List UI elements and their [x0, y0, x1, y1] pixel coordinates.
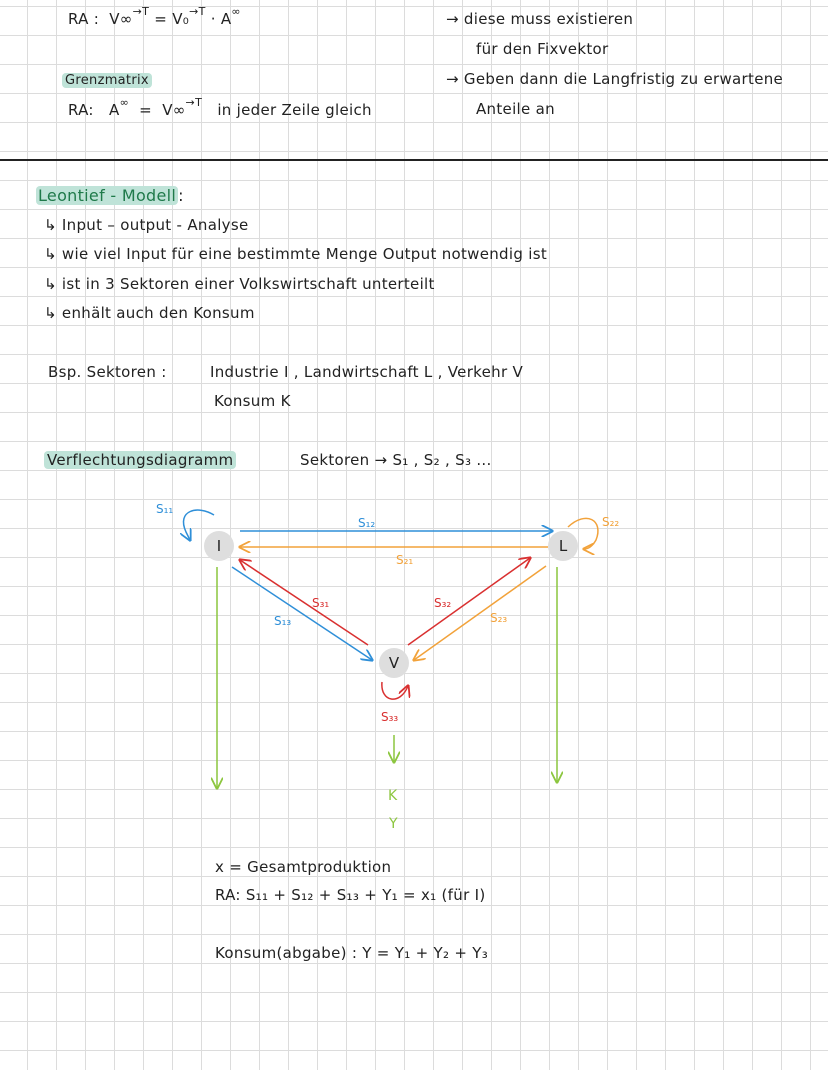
a-matrix-2: A — [109, 101, 120, 119]
edge-s23 — [414, 566, 546, 660]
a-matrix-2-sup: ∞ — [119, 96, 130, 109]
ra1-prefix: RA : — [68, 10, 100, 28]
label-s31: S₃₁ — [312, 596, 330, 610]
label-k: K — [388, 788, 398, 804]
bullet-1: ↳ Input – output - Analyse — [44, 216, 249, 234]
bullet-2: ↳ wie viel Input für eine bestimmte Menge Output notwendig ist — [44, 245, 548, 263]
label-s32: S₃₂ — [434, 596, 452, 610]
v-infinity: V∞ — [109, 10, 133, 28]
verflechtung-highlight: Verflechtungsdiagramm — [44, 451, 236, 469]
edge-s31 — [240, 560, 368, 645]
edge-s13 — [232, 567, 372, 660]
bsp-konsum: Konsum K — [214, 392, 291, 410]
note-langfristig: → Geben dann die Langfristig zu erwartene — [446, 70, 784, 88]
equals-2: = — [139, 101, 153, 119]
dot: · — [210, 10, 216, 28]
leontief-title-colon: : — [178, 186, 184, 205]
bsp-label: Bsp. Sektoren : — [48, 363, 167, 381]
row-equal-text: in jeder Zeile gleich — [217, 101, 372, 119]
bsp-sectors: Industrie I , Landwirtschaft L , Verkehr V — [210, 363, 524, 381]
bullet-3: ↳ ist in 3 Sektoren einer Volkswirtschaft unterteilt — [44, 275, 435, 293]
bullet-4: ↳ enhält auch den Konsum — [44, 304, 255, 322]
node-landwirtschaft: L — [548, 531, 578, 561]
label-s23: S₂₃ — [490, 611, 508, 625]
grenzmatrix-highlight: Grenzmatrix — [62, 73, 152, 88]
loop-s33 — [382, 682, 408, 699]
ra-production-formula: RA: S₁₁ + S₁₂ + S₁₃ + Y₁ = x₁ (für I) — [215, 886, 486, 904]
note-fixvector: für den Fixvektor — [476, 40, 609, 58]
label-y: Y — [389, 816, 398, 832]
x-definition: x = Gesamtproduktion — [215, 858, 392, 876]
konsum-formula: Konsum(abgabe) : Y = Y₁ + Y₂ + Y₃ — [215, 944, 489, 962]
ra2-prefix: RA: — [68, 101, 94, 119]
label-s22: S₂₂ — [602, 515, 620, 529]
v-zero: V₀ — [172, 10, 190, 28]
edge-s32 — [408, 558, 530, 645]
label-s13: S₁₃ — [274, 614, 292, 628]
label-s33: S₃₃ — [381, 710, 399, 724]
v-infinity-2-sup: →T — [185, 96, 203, 109]
note-exists: → diese muss existieren — [446, 10, 634, 28]
label-s21: S₂₁ — [396, 553, 414, 567]
v-infinity-sup: →T — [132, 5, 150, 18]
node-industrie: I — [204, 531, 234, 561]
a-matrix-sup: ∞ — [231, 5, 241, 18]
label-s12: S₁₂ — [358, 516, 376, 530]
label-s11: S₁₁ — [156, 502, 174, 516]
note-anteile: Anteile an — [476, 100, 555, 118]
equals: = — [154, 10, 168, 28]
leontief-title-text: Leontief - Modell — [38, 186, 177, 205]
v-zero-sup: →T — [189, 5, 206, 18]
node-verkehr: V — [379, 648, 409, 678]
sectors-text: Sektoren → S₁ , S₂ , S₃ ... — [300, 451, 492, 469]
v-infinity-2: V∞ — [162, 101, 186, 119]
a-matrix: A — [220, 10, 232, 28]
